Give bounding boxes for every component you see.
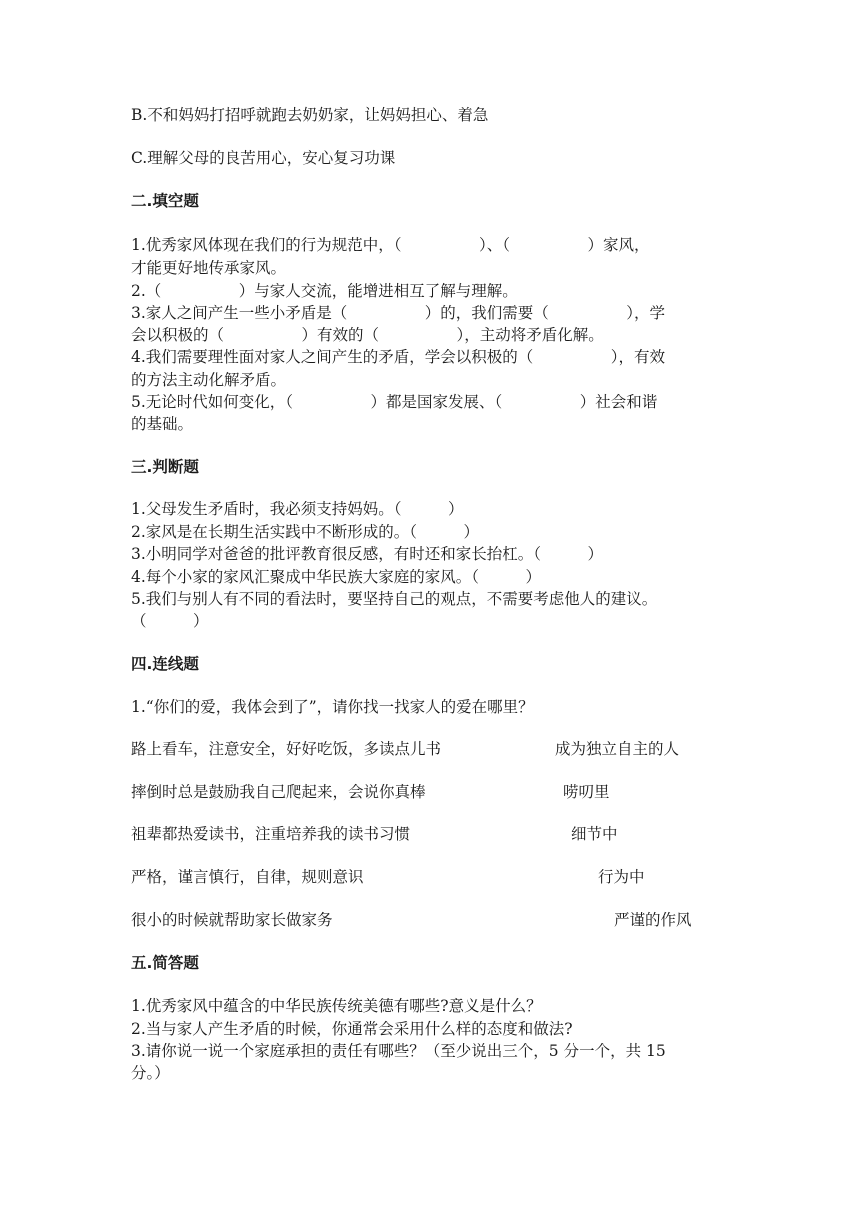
match-left-4: 严格，谨言慎行，自律，规则意识 xyxy=(131,868,364,886)
match-question: 1.“你们的爱，我体会到了”，请你找一找家人的爱在哪里？ xyxy=(131,698,534,716)
section-heading-match: 四.连线题 xyxy=(131,655,199,673)
section-heading-judge: 三.判断题 xyxy=(131,458,199,476)
fill-line-6: 4.我们需要理性面对家人之间产生的矛盾，学会以积极的（ ），有效 xyxy=(131,348,666,366)
match-left-1: 路上看车，注意安全，好好吃饭，多读点儿书 xyxy=(131,740,442,758)
match-left-5: 很小的时候就帮助家长做家务 xyxy=(131,911,333,929)
short-line-2: 2.当与家人产生矛盾的时候，你通常会采用什么样的态度和做法? xyxy=(131,1020,573,1038)
fill-line-1: 1.优秀家风体现在我们的行为规范中，（ ）、（ ）家风， xyxy=(131,236,650,254)
judge-line-2: 2.家风是在长期生活实践中不断形成的。（ ） xyxy=(131,523,480,541)
match-right-5: 严谨的作风 xyxy=(614,911,692,929)
short-line-4: 分。） xyxy=(131,1064,170,1082)
short-line-3: 3.请你说一说一个家庭承担的责任有哪些？（至少说出三个，5 分一个，共 15 xyxy=(131,1042,666,1060)
match-right-2: 唠叨里 xyxy=(563,783,610,801)
fill-line-8: 5.无论时代如何变化，（ ）都是国家发展、（ ）社会和谐 xyxy=(131,393,658,411)
judge-line-3: 3.小明同学对爸爸的批评教育很反感，有时还和家长抬杠。（ ） xyxy=(131,545,604,563)
section-heading-fill: 二.填空题 xyxy=(131,192,199,210)
fill-line-7: 的方法主动化解矛盾。 xyxy=(131,371,287,389)
match-right-3: 细节中 xyxy=(571,825,618,843)
short-line-1: 1.优秀家风中蕴含的中华民族传统美德有哪些?意义是什么？ xyxy=(131,997,542,1015)
judge-line-5: 5.我们与别人有不同的看法时，要坚持自己的观点，不需要考虑他人的建议。 xyxy=(131,590,658,608)
fill-line-5: 会以积极的（ ）有效的（ ），主动将矛盾化解。 xyxy=(131,326,604,344)
match-left-2: 摔倒时总是鼓励我自己爬起来，会说你真棒 xyxy=(131,783,426,801)
fill-line-9: 的基础。 xyxy=(131,415,194,433)
section-heading-short: 五.简答题 xyxy=(131,954,199,972)
fill-line-2: 才能更好地传承家风。 xyxy=(131,259,287,277)
match-left-3: 祖辈都热爱读书，注重培养我的读书习惯 xyxy=(131,825,411,843)
option-c: C.理解父母的良苦用心，安心复习功课 xyxy=(131,149,396,167)
judge-line-4: 4.每个小家的家风汇聚成中华民族大家庭的家风。（ ） xyxy=(131,568,542,586)
fill-line-4: 3.家人之间产生一些小矛盾是（ ）的，我们需要（ ），学 xyxy=(131,304,666,322)
fill-line-3: 2.（ ）与家人交流，能增进相互了解与理解。 xyxy=(131,282,518,300)
match-right-4: 行为中 xyxy=(598,868,645,886)
judge-line-6: （ ） xyxy=(131,612,209,630)
option-b: B.不和妈妈打招呼就跑去奶奶家，让妈妈担心、着急 xyxy=(131,106,489,124)
judge-line-1: 1.父母发生矛盾时，我必须支持妈妈。（ ） xyxy=(131,500,464,518)
match-right-1: 成为独立自主的人 xyxy=(555,740,680,758)
